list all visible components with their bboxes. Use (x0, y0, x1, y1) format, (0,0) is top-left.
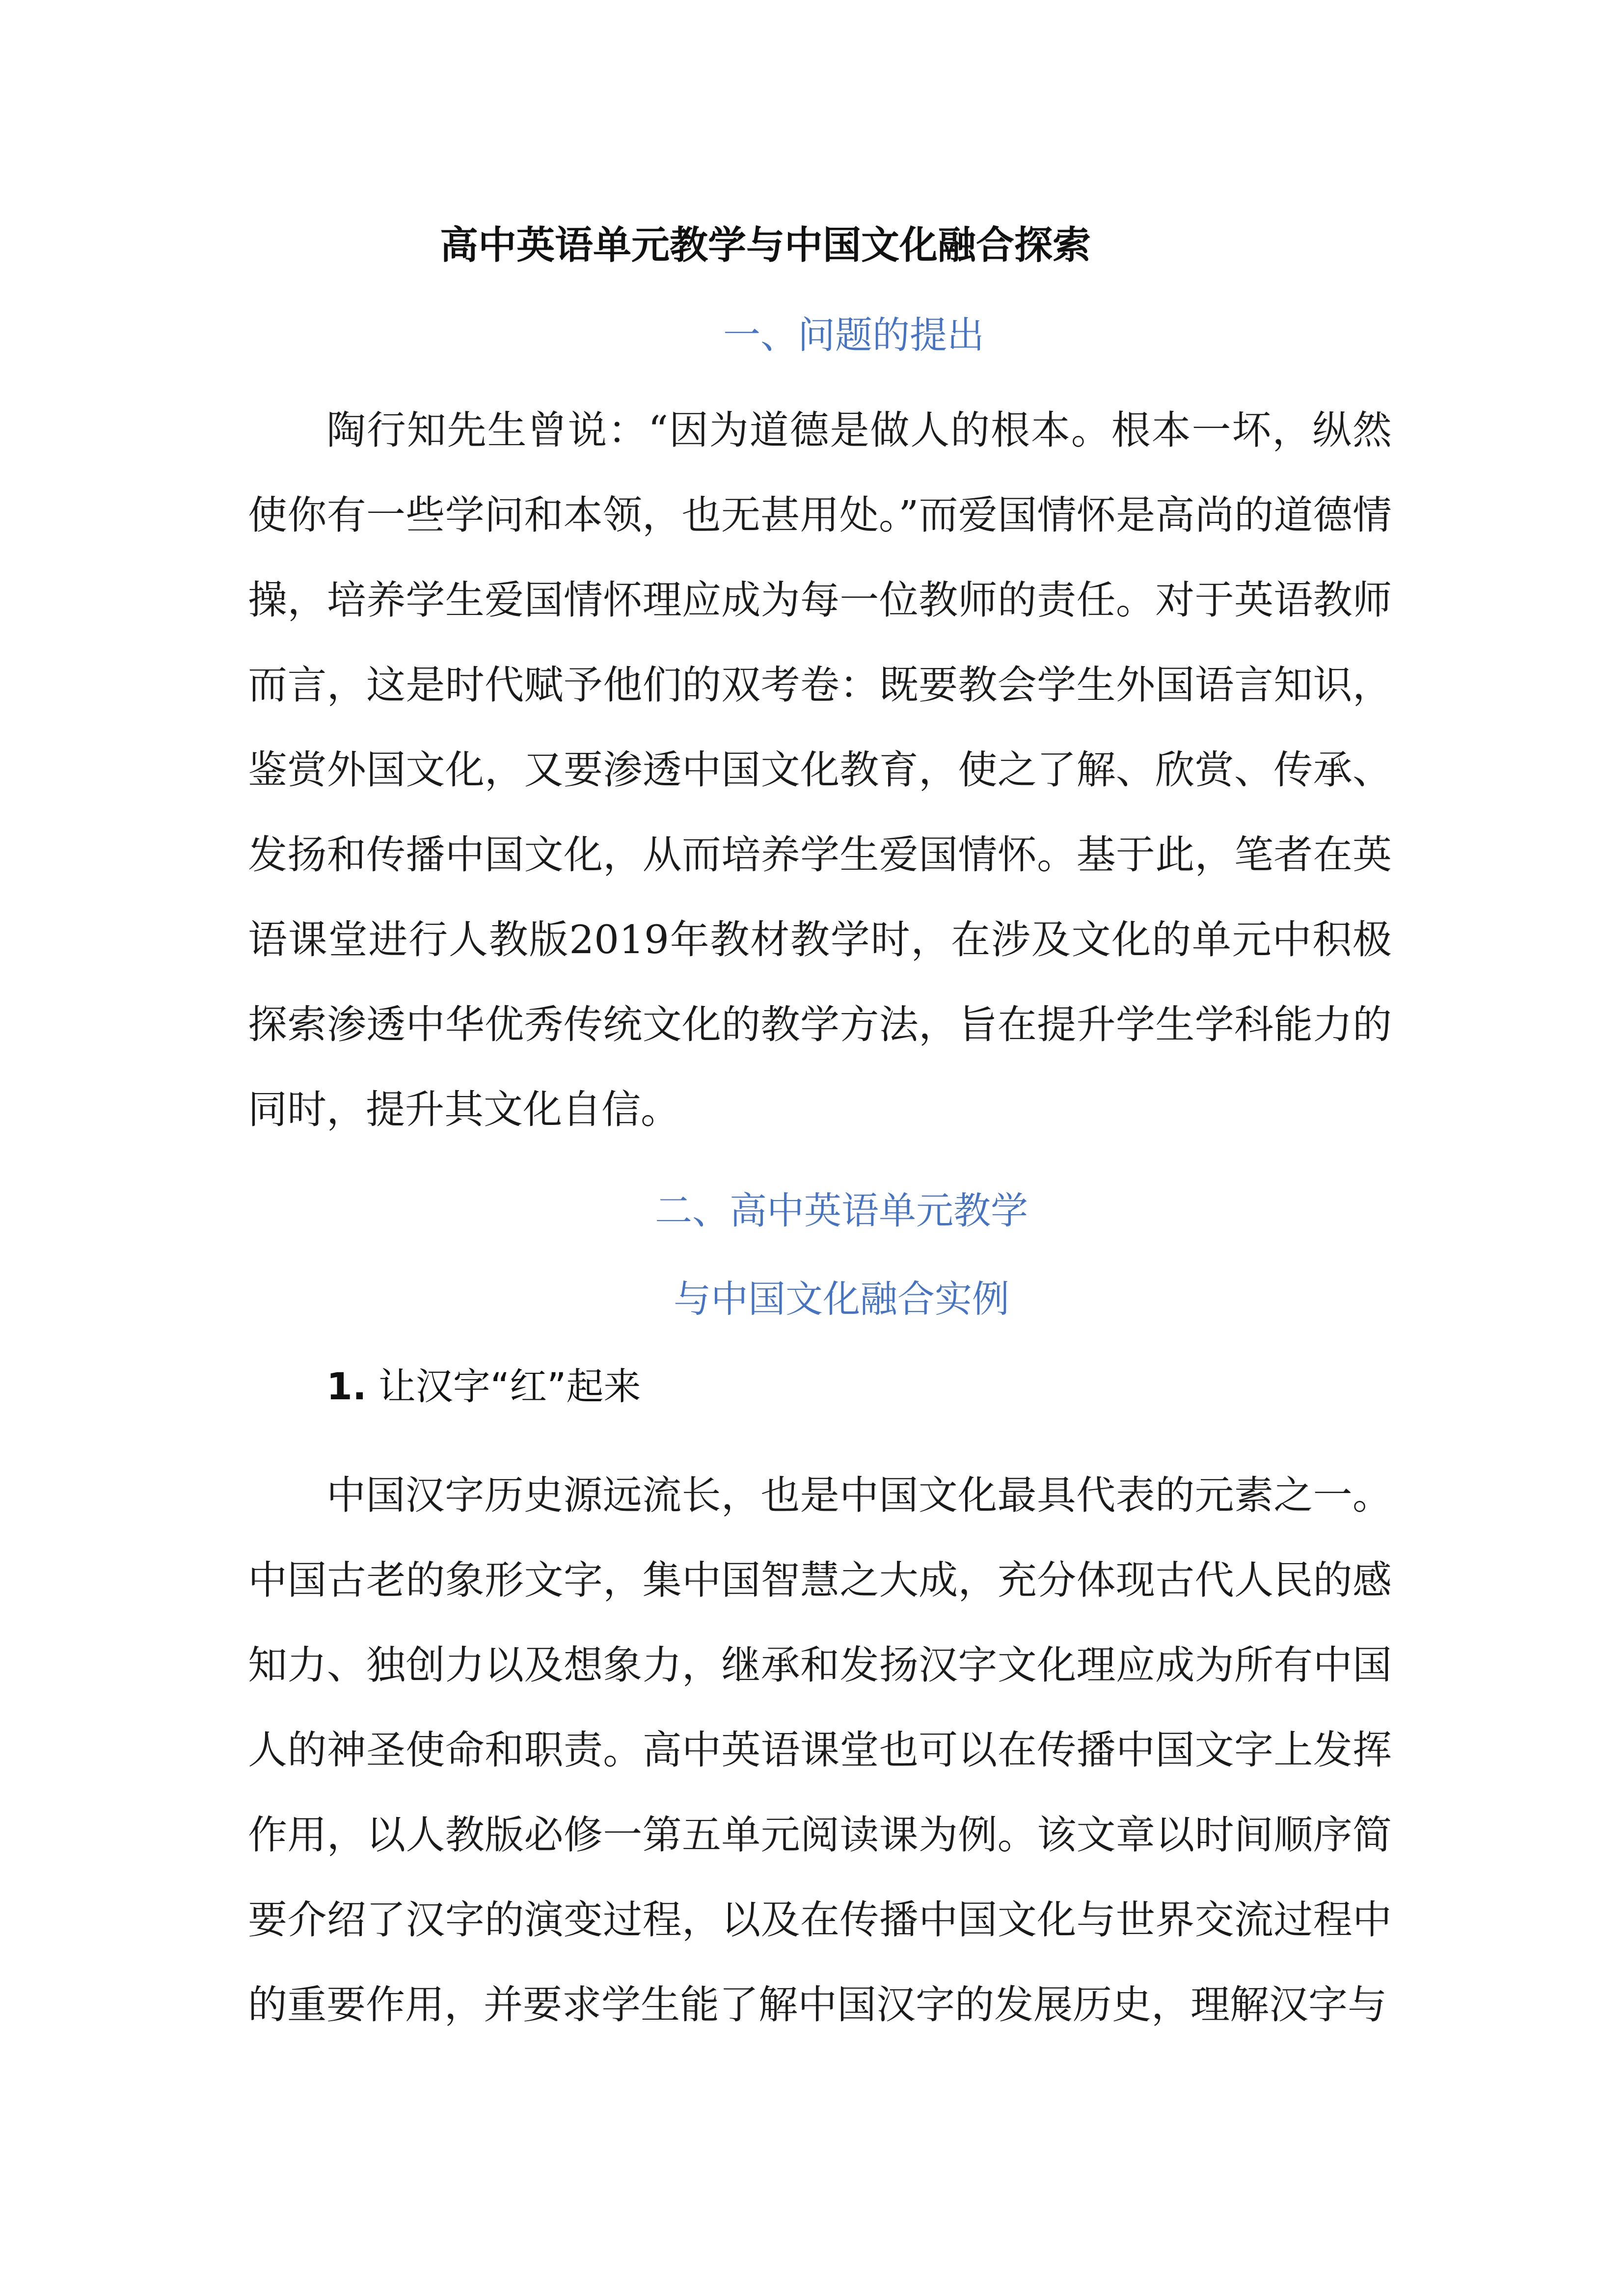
subsection-1-title: 让汉字“红”起来 (378, 1364, 641, 1408)
subsection-1-paragraph: 中国汉字历史源远流长，也是中国文化最具代表的元素之一。中国古老的象形文字，集中国智慧之大成，充分体现古代人民的感知力、独创力以及想象力，继承和发扬汉字文化理应成为所有中国人的神圣使命和职责。高中英语课堂也可以在传播中国文字上发挥作用，以人教版必修一第五单元阅读课为例。该文章以时间顺序简要介绍了汉字的演变过程，以及在传播中国文化与世界交流过程中的重要作用，并要求学生能了解中国汉字的发展历史，理解汉字与 (248, 1472, 1392, 2028)
section-1-heading: 一、问题的提出 (723, 313, 984, 357)
section-1-paragraph: 陶行知先生曾说：“因为道德是做人的根本。根本一坏，纵然使你有一些学问和本领，也无甚用处。”而爱国情怀是高尚的道德情操，培养学生爱国情怀理应成为每一位教师的责任。对于英语教师而言，这是时代赋予他们的双考卷：既要教会学生外国语言知识，鉴赏外国文化，又要渗透中国文化教育，使之了解、欣赏、传承、发扬和传播中国文化，从而培养学生爱国情怀。基于此，笔者在英语课堂进行人教版2019年教材教学时，在涉及文化的单元中积极探索渗透中华优秀传统文化的教学方法，旨在提升学生学科能力的同时，提升其文化自信。 (248, 407, 1392, 1132)
section-2-heading-line-1: 二、高中英语单元教学 (655, 1189, 1028, 1232)
subsection-1-number: 1. (326, 1364, 367, 1408)
subsection-1-heading (326, 1360, 641, 1414)
document-title: 高中英语单元教学与中国文化融合探索 (439, 223, 1091, 267)
section-2-heading-line-2: 与中国文化融合实例 (674, 1277, 1009, 1321)
